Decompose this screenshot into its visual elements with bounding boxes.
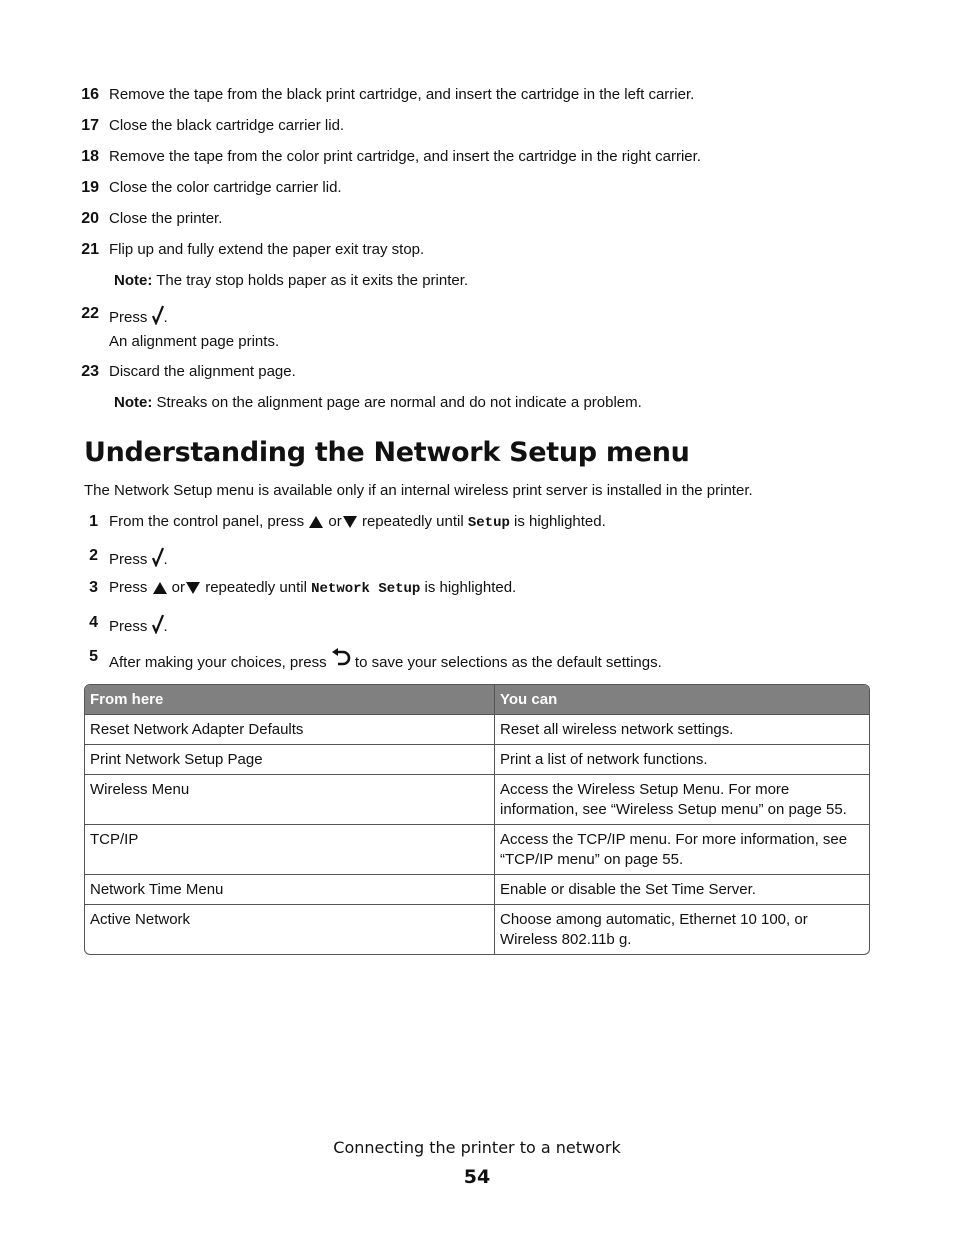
step-number: 19 xyxy=(81,179,99,196)
column-header: From here xyxy=(85,685,494,715)
step-result-text: An alignment page prints. xyxy=(109,333,280,350)
note-text: The tray stop holds paper as it exits the printer. xyxy=(152,272,469,289)
table-cell: Choose among automatic, Ethernet 10 100, or Wireless 802.11b g. xyxy=(494,905,869,954)
page-number: 54 xyxy=(463,1166,491,1188)
step-text: Remove the tape from the black print cartridge, and insert the cartridge in the left carrier. xyxy=(109,86,695,103)
step-number: 20 xyxy=(81,210,99,227)
network-setup-table xyxy=(84,684,870,955)
menu-code: Network Setup xyxy=(311,581,421,597)
down-arrow-icon xyxy=(342,515,358,533)
up-arrow-icon xyxy=(152,581,168,599)
step-number: 5 xyxy=(89,648,98,665)
table-cell: Network Time Menu xyxy=(85,875,494,905)
table-cell: TCP/IP xyxy=(85,825,494,875)
step-text: Close the black cartridge carrier lid. xyxy=(109,117,345,134)
table-cell: Reset Network Adapter Defaults xyxy=(85,715,494,745)
step-number: 4 xyxy=(89,614,98,631)
table-cell: Access the Wireless Setup Menu. For more information, see “Wireless Setup menu” on page 55. xyxy=(494,775,869,825)
step-text: Close the color cartridge carrier lid. xyxy=(109,179,342,196)
table-cell: Print Network Setup Page xyxy=(85,745,494,775)
step-number: 3 xyxy=(89,579,98,596)
table-row xyxy=(85,775,869,825)
table-row xyxy=(85,745,869,775)
up-arrow-icon xyxy=(308,515,324,533)
step-number: 21 xyxy=(81,241,99,258)
section-heading: Understanding the Network Setup menu xyxy=(84,437,690,468)
step-text: Discard the alignment page. xyxy=(109,363,296,380)
step-number: 22 xyxy=(81,305,99,322)
step-number: 23 xyxy=(81,363,99,380)
table-row xyxy=(85,715,869,745)
checkmark-icon xyxy=(152,614,164,638)
step-number: 17 xyxy=(81,117,99,134)
step-text: Press xyxy=(109,309,152,326)
step-number: 2 xyxy=(89,547,98,564)
table-cell: Access the TCP/IP menu. For more information, see “TCP/IP menu” on page 55. xyxy=(494,825,869,875)
footer-chapter-title: Connecting the printer to a network xyxy=(333,1138,621,1157)
menu-code: Setup xyxy=(467,515,510,531)
table-row xyxy=(85,825,869,875)
table-row xyxy=(85,875,869,905)
step-text: Close the printer. xyxy=(109,210,223,227)
down-arrow-icon xyxy=(185,581,201,599)
table-row xyxy=(85,905,869,954)
intro-paragraph: The Network Setup menu is available only if an internal wireless print server is installed in the printer. xyxy=(84,482,753,499)
note-label: Note: xyxy=(114,272,153,289)
note-text: Streaks on the alignment page are normal and do not indicate a problem. xyxy=(152,394,642,411)
table-cell: Print a list of network functions. xyxy=(494,745,869,775)
back-arrow-icon xyxy=(331,648,351,674)
step-number: 16 xyxy=(81,86,99,103)
table-cell: Wireless Menu xyxy=(85,775,494,825)
table-cell: Reset all wireless network settings. xyxy=(494,715,869,745)
table-cell: Active Network xyxy=(90,911,191,928)
checkmark-icon xyxy=(152,305,164,329)
step-text: Remove the tape from the color print cartridge, and insert the cartridge in the right carrier. xyxy=(109,148,701,165)
table-header-row xyxy=(85,685,869,715)
step-number: 18 xyxy=(81,148,99,165)
table-cell: Enable or disable the Set Time Server. xyxy=(494,875,869,905)
note-label: Note: xyxy=(114,394,153,411)
step-number: 1 xyxy=(89,513,98,530)
column-header: You can xyxy=(494,685,869,715)
step-text: Flip up and fully extend the paper exit tray stop. xyxy=(109,241,425,258)
checkmark-icon xyxy=(152,547,164,571)
